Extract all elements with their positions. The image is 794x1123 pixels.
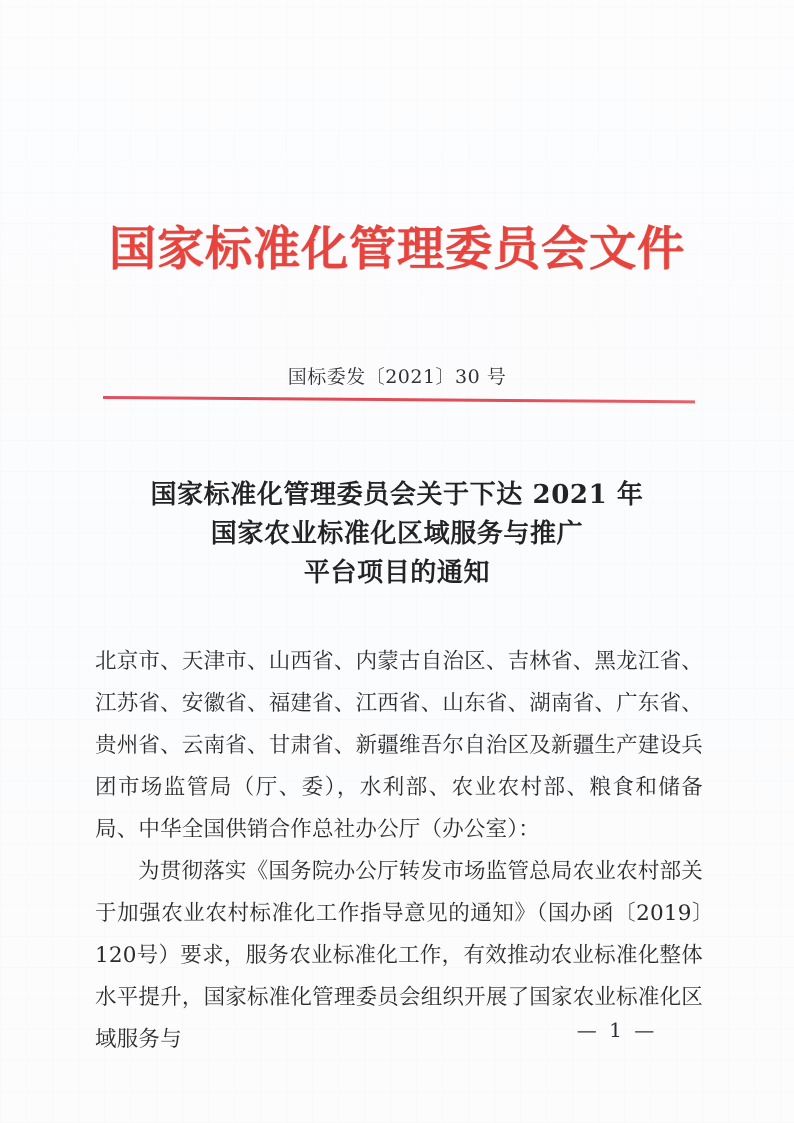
body-paragraph-1: 为贯彻落实《国务院办公厅转发市场监管总局农业农村部关于加强农业农村标准化工作指导意见的通知》（国办函〔2019〕120号）要求，服务农业标准化工作，有效推动农业标准化整体水平提升，国家标准化管理委员会组织开展了国家农业标准化区域服务与: [95, 859, 703, 1052]
red-divider-rule: [103, 396, 695, 403]
page-number-footer: [0, 1018, 794, 1042]
page-number-value: — 1 —: [576, 1018, 658, 1042]
document-title-line-3: 平台项目的通知: [303, 558, 491, 588]
recipient-list: 北京市、天津市、山西省、内蒙古自治区、吉林省、黑龙江省、江苏省、安徽省、福建省、江西省、山东省、湖南省、广东省、贵州省、云南省、甘肃省、新疆维吾尔自治区及新疆生产建设兵团市场监管局（厅、委），水利部、农业农村部、粮食和储备局、中华全国供销合作总社办公厅（办公室）：: [95, 649, 703, 842]
document-title-line-1: 国家标准化管理委员会关于下达 2021 年: [150, 480, 644, 510]
document-body: [95, 641, 703, 1061]
document-title-line-2: 国家农业标准化区域服务与推广: [210, 519, 584, 549]
masthead: [0, 222, 794, 277]
masthead-title: 国家标准化管理委员会文件: [109, 222, 685, 277]
document-title: [0, 476, 794, 593]
document-serial-number: 国标委发〔2021〕30 号: [287, 366, 507, 388]
